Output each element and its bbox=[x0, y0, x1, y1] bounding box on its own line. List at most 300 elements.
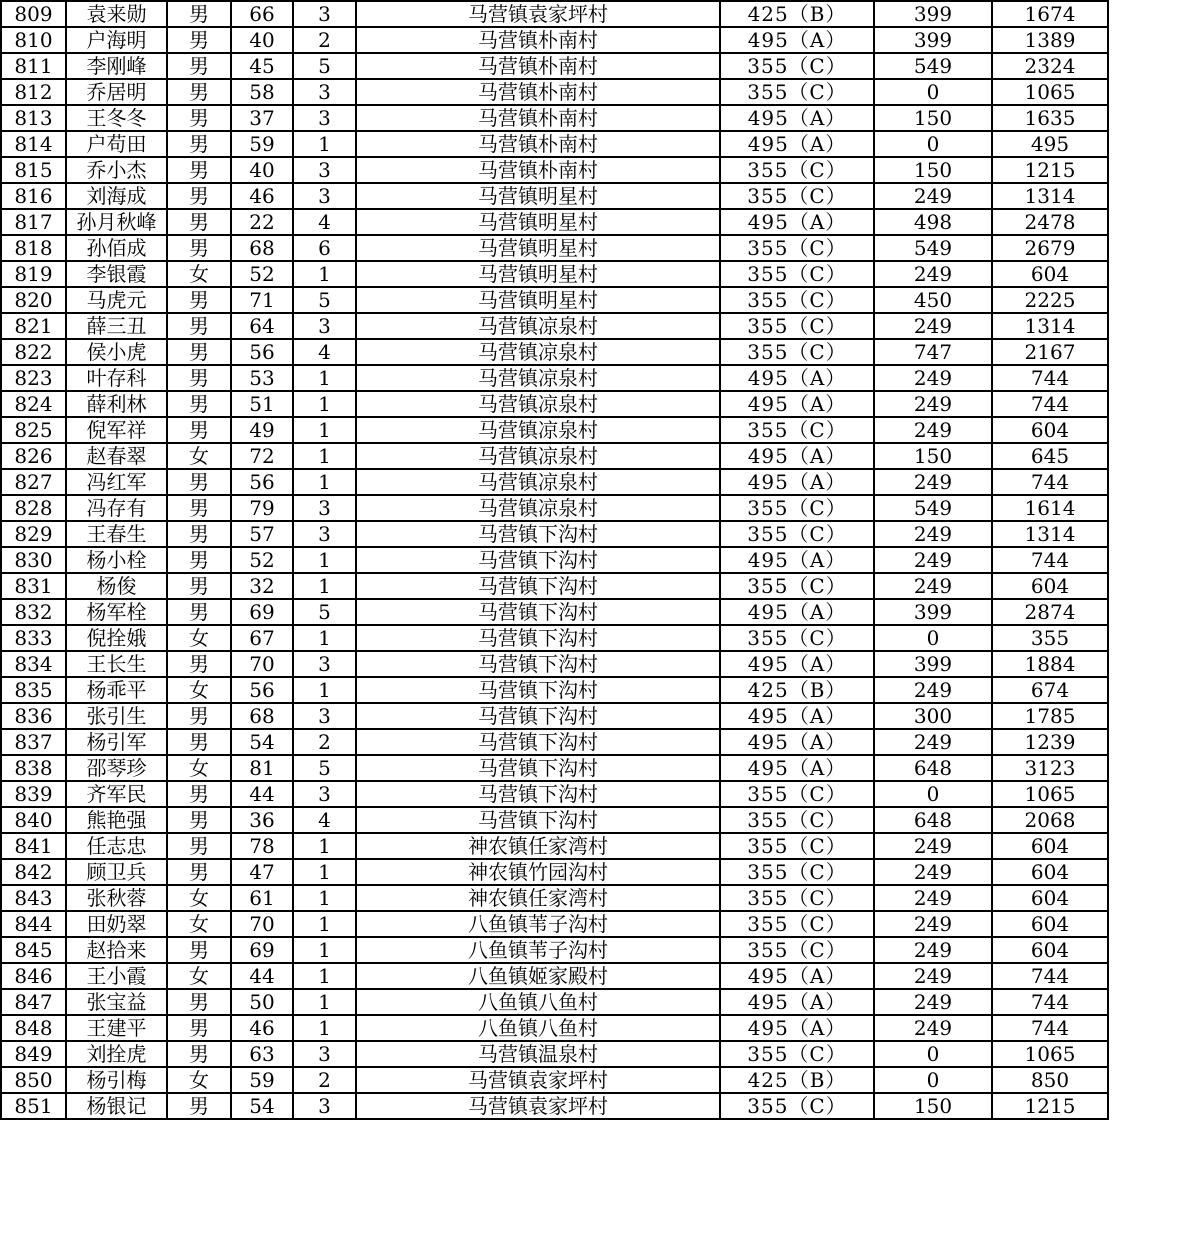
standard-cell: 355（C） bbox=[720, 495, 874, 521]
age-cell: 56 bbox=[231, 469, 293, 495]
serial-cell: 836 bbox=[1, 703, 66, 729]
count-cell: 3 bbox=[293, 157, 356, 183]
total-cell: 1239 bbox=[992, 729, 1108, 755]
amount-cell: 249 bbox=[874, 1015, 992, 1041]
serial-cell: 830 bbox=[1, 547, 66, 573]
total-cell: 645 bbox=[992, 443, 1108, 469]
table-row bbox=[1, 495, 1108, 521]
count-cell: 4 bbox=[293, 209, 356, 235]
count-cell: 1 bbox=[293, 573, 356, 599]
gender-cell: 女 bbox=[167, 885, 231, 911]
amount-cell: 249 bbox=[874, 885, 992, 911]
gender-cell: 男 bbox=[167, 729, 231, 755]
name-cell: 倪拴娥 bbox=[66, 625, 167, 651]
gender-cell: 男 bbox=[167, 1093, 231, 1119]
standard-cell: 495（A） bbox=[720, 131, 874, 157]
table-row bbox=[1, 79, 1108, 105]
address-cell: 马营镇下沟村 bbox=[356, 651, 720, 677]
standard-cell: 425（B） bbox=[720, 1, 874, 27]
age-cell: 54 bbox=[231, 729, 293, 755]
name-cell: 赵春翠 bbox=[66, 443, 167, 469]
gender-cell: 男 bbox=[167, 53, 231, 79]
age-cell: 58 bbox=[231, 79, 293, 105]
count-cell: 1 bbox=[293, 859, 356, 885]
standard-cell: 355（C） bbox=[720, 313, 874, 339]
total-cell: 604 bbox=[992, 573, 1108, 599]
address-cell: 马营镇下沟村 bbox=[356, 755, 720, 781]
gender-cell: 男 bbox=[167, 131, 231, 157]
serial-cell: 828 bbox=[1, 495, 66, 521]
count-cell: 3 bbox=[293, 781, 356, 807]
gender-cell: 男 bbox=[167, 365, 231, 391]
amount-cell: 249 bbox=[874, 521, 992, 547]
address-cell: 马营镇明星村 bbox=[356, 235, 720, 261]
standard-cell: 355（C） bbox=[720, 157, 874, 183]
table-row bbox=[1, 989, 1108, 1015]
count-cell: 3 bbox=[293, 521, 356, 547]
standard-cell: 495（A） bbox=[720, 469, 874, 495]
gender-cell: 男 bbox=[167, 807, 231, 833]
serial-cell: 838 bbox=[1, 755, 66, 781]
serial-cell: 825 bbox=[1, 417, 66, 443]
address-cell: 马营镇朴南村 bbox=[356, 53, 720, 79]
name-cell: 杨军栓 bbox=[66, 599, 167, 625]
amount-cell: 249 bbox=[874, 469, 992, 495]
table-row bbox=[1, 1067, 1108, 1093]
table-row bbox=[1, 885, 1108, 911]
address-cell: 马营镇朴南村 bbox=[356, 27, 720, 53]
age-cell: 59 bbox=[231, 131, 293, 157]
table-row bbox=[1, 1, 1108, 27]
gender-cell: 男 bbox=[167, 495, 231, 521]
age-cell: 57 bbox=[231, 521, 293, 547]
gender-cell: 男 bbox=[167, 79, 231, 105]
age-cell: 69 bbox=[231, 937, 293, 963]
total-cell: 2874 bbox=[992, 599, 1108, 625]
address-cell: 马营镇明星村 bbox=[356, 287, 720, 313]
table-row bbox=[1, 677, 1108, 703]
name-cell: 王长生 bbox=[66, 651, 167, 677]
table-row bbox=[1, 729, 1108, 755]
address-cell: 马营镇下沟村 bbox=[356, 677, 720, 703]
amount-cell: 249 bbox=[874, 911, 992, 937]
count-cell: 1 bbox=[293, 833, 356, 859]
gender-cell: 女 bbox=[167, 677, 231, 703]
count-cell: 1 bbox=[293, 261, 356, 287]
serial-cell: 851 bbox=[1, 1093, 66, 1119]
count-cell: 6 bbox=[293, 235, 356, 261]
serial-cell: 848 bbox=[1, 1015, 66, 1041]
age-cell: 78 bbox=[231, 833, 293, 859]
table-row bbox=[1, 391, 1108, 417]
amount-cell: 249 bbox=[874, 729, 992, 755]
address-cell: 马营镇袁家坪村 bbox=[356, 1, 720, 27]
amount-cell: 498 bbox=[874, 209, 992, 235]
serial-cell: 833 bbox=[1, 625, 66, 651]
standard-cell: 355（C） bbox=[720, 885, 874, 911]
total-cell: 744 bbox=[992, 547, 1108, 573]
serial-cell: 827 bbox=[1, 469, 66, 495]
name-cell: 熊艳强 bbox=[66, 807, 167, 833]
standard-cell: 355（C） bbox=[720, 521, 874, 547]
amount-cell: 0 bbox=[874, 1041, 992, 1067]
address-cell: 马营镇袁家坪村 bbox=[356, 1067, 720, 1093]
age-cell: 51 bbox=[231, 391, 293, 417]
total-cell: 1785 bbox=[992, 703, 1108, 729]
count-cell: 1 bbox=[293, 1015, 356, 1041]
table-row bbox=[1, 1015, 1108, 1041]
address-cell: 马营镇下沟村 bbox=[356, 547, 720, 573]
age-cell: 36 bbox=[231, 807, 293, 833]
name-cell: 叶存科 bbox=[66, 365, 167, 391]
amount-cell: 249 bbox=[874, 963, 992, 989]
name-cell: 冯存有 bbox=[66, 495, 167, 521]
name-cell: 杨引梅 bbox=[66, 1067, 167, 1093]
total-cell: 1065 bbox=[992, 1041, 1108, 1067]
serial-cell: 835 bbox=[1, 677, 66, 703]
address-cell: 马营镇凉泉村 bbox=[356, 417, 720, 443]
serial-cell: 846 bbox=[1, 963, 66, 989]
total-cell: 744 bbox=[992, 963, 1108, 989]
gender-cell: 男 bbox=[167, 27, 231, 53]
count-cell: 1 bbox=[293, 885, 356, 911]
address-cell: 马营镇凉泉村 bbox=[356, 443, 720, 469]
total-cell: 604 bbox=[992, 833, 1108, 859]
table-row bbox=[1, 53, 1108, 79]
gender-cell: 女 bbox=[167, 443, 231, 469]
age-cell: 64 bbox=[231, 313, 293, 339]
amount-cell: 648 bbox=[874, 755, 992, 781]
amount-cell: 399 bbox=[874, 1, 992, 27]
age-cell: 72 bbox=[231, 443, 293, 469]
address-cell: 八鱼镇八鱼村 bbox=[356, 989, 720, 1015]
name-cell: 户苟田 bbox=[66, 131, 167, 157]
table-row bbox=[1, 1041, 1108, 1067]
address-cell: 马营镇下沟村 bbox=[356, 703, 720, 729]
standard-cell: 495（A） bbox=[720, 651, 874, 677]
serial-cell: 849 bbox=[1, 1041, 66, 1067]
amount-cell: 747 bbox=[874, 339, 992, 365]
serial-cell: 814 bbox=[1, 131, 66, 157]
count-cell: 2 bbox=[293, 729, 356, 755]
name-cell: 冯红军 bbox=[66, 469, 167, 495]
standard-cell: 355（C） bbox=[720, 1093, 874, 1119]
serial-cell: 810 bbox=[1, 27, 66, 53]
serial-cell: 823 bbox=[1, 365, 66, 391]
amount-cell: 249 bbox=[874, 989, 992, 1015]
amount-cell: 399 bbox=[874, 599, 992, 625]
amount-cell: 249 bbox=[874, 391, 992, 417]
standard-cell: 495（A） bbox=[720, 755, 874, 781]
count-cell: 1 bbox=[293, 443, 356, 469]
amount-cell: 249 bbox=[874, 547, 992, 573]
age-cell: 69 bbox=[231, 599, 293, 625]
amount-cell: 249 bbox=[874, 859, 992, 885]
gender-cell: 男 bbox=[167, 573, 231, 599]
address-cell: 马营镇温泉村 bbox=[356, 1041, 720, 1067]
address-cell: 马营镇朴南村 bbox=[356, 79, 720, 105]
age-cell: 56 bbox=[231, 677, 293, 703]
amount-cell: 249 bbox=[874, 677, 992, 703]
name-cell: 孙佰成 bbox=[66, 235, 167, 261]
count-cell: 4 bbox=[293, 339, 356, 365]
table-row bbox=[1, 625, 1108, 651]
standard-cell: 355（C） bbox=[720, 287, 874, 313]
address-cell: 马营镇下沟村 bbox=[356, 807, 720, 833]
name-cell: 马虎元 bbox=[66, 287, 167, 313]
table-row bbox=[1, 547, 1108, 573]
name-cell: 侯小虎 bbox=[66, 339, 167, 365]
gender-cell: 女 bbox=[167, 1067, 231, 1093]
standard-cell: 495（A） bbox=[720, 391, 874, 417]
count-cell: 3 bbox=[293, 651, 356, 677]
serial-cell: 840 bbox=[1, 807, 66, 833]
total-cell: 850 bbox=[992, 1067, 1108, 1093]
standard-cell: 425（B） bbox=[720, 677, 874, 703]
gender-cell: 男 bbox=[167, 937, 231, 963]
serial-cell: 812 bbox=[1, 79, 66, 105]
address-cell: 八鱼镇八鱼村 bbox=[356, 1015, 720, 1041]
table-row bbox=[1, 209, 1108, 235]
table-row bbox=[1, 599, 1108, 625]
standard-cell: 495（A） bbox=[720, 365, 874, 391]
serial-cell: 818 bbox=[1, 235, 66, 261]
standard-cell: 355（C） bbox=[720, 937, 874, 963]
total-cell: 1065 bbox=[992, 79, 1108, 105]
amount-cell: 0 bbox=[874, 1067, 992, 1093]
serial-cell: 815 bbox=[1, 157, 66, 183]
name-cell: 张引生 bbox=[66, 703, 167, 729]
count-cell: 3 bbox=[293, 1, 356, 27]
total-cell: 2478 bbox=[992, 209, 1108, 235]
total-cell: 1314 bbox=[992, 183, 1108, 209]
name-cell: 薛利林 bbox=[66, 391, 167, 417]
serial-cell: 829 bbox=[1, 521, 66, 547]
total-cell: 604 bbox=[992, 885, 1108, 911]
name-cell: 刘拴虎 bbox=[66, 1041, 167, 1067]
table-row bbox=[1, 703, 1108, 729]
serial-cell: 832 bbox=[1, 599, 66, 625]
gender-cell: 男 bbox=[167, 1, 231, 27]
total-cell: 1614 bbox=[992, 495, 1108, 521]
address-cell: 马营镇凉泉村 bbox=[356, 339, 720, 365]
total-cell: 1314 bbox=[992, 521, 1108, 547]
standard-cell: 355（C） bbox=[720, 833, 874, 859]
gender-cell: 男 bbox=[167, 781, 231, 807]
standard-cell: 355（C） bbox=[720, 781, 874, 807]
table-row bbox=[1, 1093, 1108, 1119]
standard-cell: 495（A） bbox=[720, 729, 874, 755]
gender-cell: 女 bbox=[167, 911, 231, 937]
address-cell: 神农镇任家湾村 bbox=[356, 833, 720, 859]
table-row bbox=[1, 833, 1108, 859]
serial-cell: 824 bbox=[1, 391, 66, 417]
standard-cell: 495（A） bbox=[720, 105, 874, 131]
total-cell: 1215 bbox=[992, 157, 1108, 183]
age-cell: 67 bbox=[231, 625, 293, 651]
gender-cell: 男 bbox=[167, 287, 231, 313]
table-row bbox=[1, 157, 1108, 183]
count-cell: 1 bbox=[293, 131, 356, 157]
table-row bbox=[1, 443, 1108, 469]
table-row bbox=[1, 339, 1108, 365]
total-cell: 744 bbox=[992, 365, 1108, 391]
standard-cell: 355（C） bbox=[720, 53, 874, 79]
address-cell: 神农镇任家湾村 bbox=[356, 885, 720, 911]
table-row bbox=[1, 105, 1108, 131]
standard-cell: 355（C） bbox=[720, 339, 874, 365]
name-cell: 杨引军 bbox=[66, 729, 167, 755]
amount-cell: 549 bbox=[874, 235, 992, 261]
name-cell: 王春生 bbox=[66, 521, 167, 547]
age-cell: 52 bbox=[231, 261, 293, 287]
address-cell: 马营镇凉泉村 bbox=[356, 495, 720, 521]
age-cell: 63 bbox=[231, 1041, 293, 1067]
serial-cell: 847 bbox=[1, 989, 66, 1015]
total-cell: 3123 bbox=[992, 755, 1108, 781]
gender-cell: 男 bbox=[167, 1015, 231, 1041]
serial-cell: 839 bbox=[1, 781, 66, 807]
name-cell: 张秋蓉 bbox=[66, 885, 167, 911]
address-cell: 神农镇竹园沟村 bbox=[356, 859, 720, 885]
age-cell: 53 bbox=[231, 365, 293, 391]
name-cell: 顾卫兵 bbox=[66, 859, 167, 885]
total-cell: 1314 bbox=[992, 313, 1108, 339]
gender-cell: 男 bbox=[167, 391, 231, 417]
address-cell: 马营镇下沟村 bbox=[356, 521, 720, 547]
address-cell: 马营镇凉泉村 bbox=[356, 391, 720, 417]
age-cell: 70 bbox=[231, 911, 293, 937]
amount-cell: 300 bbox=[874, 703, 992, 729]
address-cell: 马营镇下沟村 bbox=[356, 781, 720, 807]
count-cell: 3 bbox=[293, 313, 356, 339]
age-cell: 68 bbox=[231, 703, 293, 729]
table-row bbox=[1, 27, 1108, 53]
count-cell: 5 bbox=[293, 599, 356, 625]
age-cell: 71 bbox=[231, 287, 293, 313]
address-cell: 马营镇朴南村 bbox=[356, 131, 720, 157]
count-cell: 1 bbox=[293, 911, 356, 937]
amount-cell: 249 bbox=[874, 833, 992, 859]
age-cell: 40 bbox=[231, 157, 293, 183]
amount-cell: 399 bbox=[874, 27, 992, 53]
standard-cell: 355（C） bbox=[720, 625, 874, 651]
count-cell: 5 bbox=[293, 755, 356, 781]
standard-cell: 495（A） bbox=[720, 599, 874, 625]
table-row bbox=[1, 469, 1108, 495]
gender-cell: 男 bbox=[167, 469, 231, 495]
amount-cell: 249 bbox=[874, 573, 992, 599]
gender-cell: 男 bbox=[167, 105, 231, 131]
name-cell: 孙月秋峰 bbox=[66, 209, 167, 235]
age-cell: 22 bbox=[231, 209, 293, 235]
standard-cell: 495（A） bbox=[720, 547, 874, 573]
serial-cell: 819 bbox=[1, 261, 66, 287]
gender-cell: 男 bbox=[167, 547, 231, 573]
amount-cell: 0 bbox=[874, 625, 992, 651]
total-cell: 604 bbox=[992, 859, 1108, 885]
gender-cell: 男 bbox=[167, 235, 231, 261]
age-cell: 40 bbox=[231, 27, 293, 53]
standard-cell: 355（C） bbox=[720, 261, 874, 287]
name-cell: 刘海成 bbox=[66, 183, 167, 209]
address-cell: 马营镇朴南村 bbox=[356, 157, 720, 183]
count-cell: 3 bbox=[293, 79, 356, 105]
name-cell: 杨乖平 bbox=[66, 677, 167, 703]
count-cell: 1 bbox=[293, 625, 356, 651]
age-cell: 46 bbox=[231, 183, 293, 209]
count-cell: 3 bbox=[293, 1093, 356, 1119]
name-cell: 齐军民 bbox=[66, 781, 167, 807]
count-cell: 3 bbox=[293, 105, 356, 131]
age-cell: 32 bbox=[231, 573, 293, 599]
age-cell: 59 bbox=[231, 1067, 293, 1093]
name-cell: 王小霞 bbox=[66, 963, 167, 989]
total-cell: 1884 bbox=[992, 651, 1108, 677]
total-cell: 2324 bbox=[992, 53, 1108, 79]
address-cell: 马营镇凉泉村 bbox=[356, 313, 720, 339]
standard-cell: 355（C） bbox=[720, 911, 874, 937]
table-row bbox=[1, 963, 1108, 989]
count-cell: 4 bbox=[293, 807, 356, 833]
gender-cell: 女 bbox=[167, 755, 231, 781]
amount-cell: 150 bbox=[874, 443, 992, 469]
table-row bbox=[1, 313, 1108, 339]
standard-cell: 355（C） bbox=[720, 1041, 874, 1067]
address-cell: 马营镇下沟村 bbox=[356, 573, 720, 599]
name-cell: 杨俊 bbox=[66, 573, 167, 599]
count-cell: 3 bbox=[293, 703, 356, 729]
standard-cell: 355（C） bbox=[720, 807, 874, 833]
age-cell: 54 bbox=[231, 1093, 293, 1119]
amount-cell: 249 bbox=[874, 313, 992, 339]
age-cell: 37 bbox=[231, 105, 293, 131]
address-cell: 马营镇朴南村 bbox=[356, 105, 720, 131]
standard-cell: 495（A） bbox=[720, 963, 874, 989]
age-cell: 44 bbox=[231, 781, 293, 807]
serial-cell: 826 bbox=[1, 443, 66, 469]
table-row bbox=[1, 131, 1108, 157]
name-cell: 邵琴珍 bbox=[66, 755, 167, 781]
count-cell: 1 bbox=[293, 677, 356, 703]
gender-cell: 女 bbox=[167, 261, 231, 287]
name-cell: 王冬冬 bbox=[66, 105, 167, 131]
amount-cell: 150 bbox=[874, 157, 992, 183]
age-cell: 68 bbox=[231, 235, 293, 261]
address-cell: 马营镇凉泉村 bbox=[356, 365, 720, 391]
gender-cell: 男 bbox=[167, 859, 231, 885]
address-cell: 马营镇下沟村 bbox=[356, 729, 720, 755]
count-cell: 1 bbox=[293, 469, 356, 495]
age-cell: 47 bbox=[231, 859, 293, 885]
total-cell: 604 bbox=[992, 417, 1108, 443]
address-cell: 马营镇袁家坪村 bbox=[356, 1093, 720, 1119]
gender-cell: 男 bbox=[167, 1041, 231, 1067]
name-cell: 倪军祥 bbox=[66, 417, 167, 443]
gender-cell: 男 bbox=[167, 989, 231, 1015]
serial-cell: 837 bbox=[1, 729, 66, 755]
table-row bbox=[1, 911, 1108, 937]
standard-cell: 495（A） bbox=[720, 209, 874, 235]
standard-cell: 355（C） bbox=[720, 235, 874, 261]
table-row bbox=[1, 261, 1108, 287]
total-cell: 2225 bbox=[992, 287, 1108, 313]
serial-cell: 850 bbox=[1, 1067, 66, 1093]
standard-cell: 425（B） bbox=[720, 1067, 874, 1093]
total-cell: 744 bbox=[992, 469, 1108, 495]
total-cell: 604 bbox=[992, 937, 1108, 963]
age-cell: 70 bbox=[231, 651, 293, 677]
